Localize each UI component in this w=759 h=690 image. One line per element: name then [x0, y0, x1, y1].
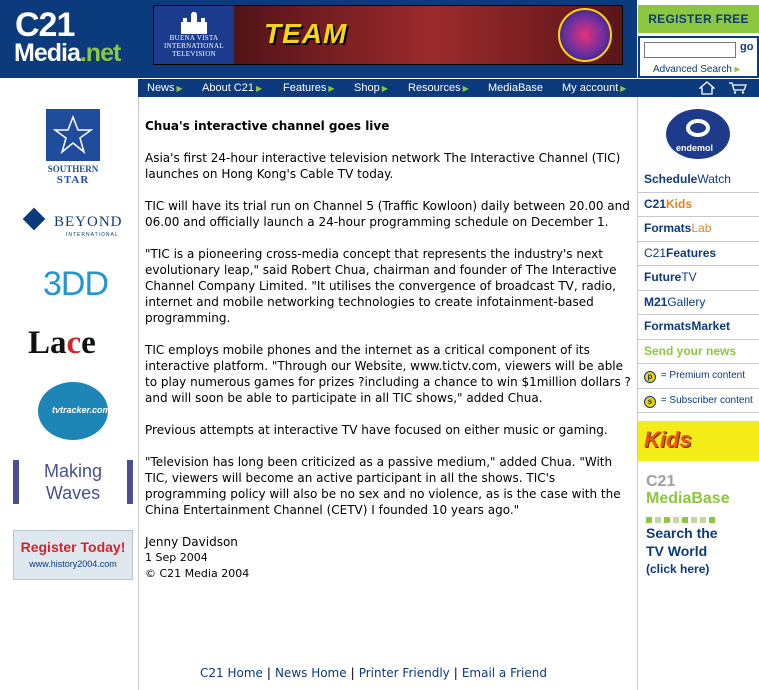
article-copyright: © C21 Media 2004 — [145, 567, 250, 580]
3dd-ad[interactable]: 3DD — [43, 265, 109, 303]
logo-media: Media.net — [14, 39, 121, 67]
arrow-icon: ▶ — [462, 84, 469, 93]
kids-ad[interactable]: Kids — [638, 421, 759, 461]
schedulewatch-link[interactable]: ScheduleWatch — [638, 168, 759, 193]
formatsmarket-link[interactable]: FormatsMarket — [638, 315, 759, 340]
article-paragraph: TIC will have its trial run on Channel 5 (Traffic Kowloon) daily between 20.00 and 06.00 and officially launch a 24-hour programming schedule on December 1. — [145, 199, 630, 229]
futuretv-link[interactable]: FutureTV — [638, 266, 759, 291]
arrow-icon: ▶ — [255, 84, 263, 93]
endemol-ring-icon — [686, 119, 710, 137]
article-paragraph: Asia's first 24-hour interactive television network The Interactive Channel (TIC) launches on Hong Kong's Cable TV today. — [145, 151, 621, 181]
search-box — [638, 36, 759, 78]
arrow-icon: ▶ — [381, 84, 388, 93]
main-nav — [138, 79, 637, 97]
home-icon[interactable] — [699, 81, 715, 95]
nav-icons — [637, 79, 759, 97]
register-today-ad[interactable]: Register Today! www.history2004.com — [13, 530, 133, 580]
printer-friendly-link[interactable]: Printer Friendly — [358, 666, 450, 680]
register-free-button[interactable]: REGISTER FREE — [638, 5, 759, 33]
logo-c21: C21 — [15, 6, 75, 44]
banner-title: TEAM — [264, 18, 348, 49]
lace-ad[interactable]: Lace — [28, 325, 96, 361]
making-waves-ad[interactable]: Making Waves — [13, 460, 133, 504]
article-paragraph: "Television has long been criticized as a passive medium," added Chua. "With TIC, viewers will become an active participant in all the shows. TIC's programming policy will also be no sex and no violence, as is the case with the China Entertainment Channel (CETV) I founded 10 years ago." — [145, 455, 621, 517]
c21features-link[interactable]: C21Features — [638, 242, 759, 267]
castle-icon — [177, 12, 211, 34]
star-icon — [53, 115, 93, 155]
send-news-link[interactable]: Send your news — [638, 340, 759, 365]
article-date: 1 Sep 2004 — [145, 551, 208, 564]
footer-links: C21 Home | News Home | Printer Friendly | Email a Friend — [200, 666, 547, 680]
divider — [138, 97, 139, 690]
arrow-icon: ▶ — [328, 84, 335, 93]
team-banner-ad[interactable] — [153, 5, 623, 65]
premium-icon: p — [644, 371, 656, 383]
c21kids-link[interactable]: C21Kids — [638, 193, 759, 218]
dots-decoration — [646, 510, 756, 518]
nav-features[interactable]: Features ▶ — [283, 82, 335, 94]
article-headline: Chua's interactive channel goes live — [145, 119, 390, 133]
subscriber-icon: s — [644, 396, 656, 408]
mediabase-ad[interactable]: C21 MediaBase Search the TV World (click here) — [646, 473, 756, 578]
cart-icon[interactable] — [729, 82, 747, 94]
article-author: Jenny Davidson — [145, 535, 238, 549]
formatslab-link[interactable]: FormatsLab — [638, 217, 759, 242]
endemol-ad[interactable]: endemol — [666, 109, 730, 159]
nav-news[interactable]: News ▶ — [147, 82, 183, 94]
m21gallery-link[interactable]: M21Gallery — [638, 291, 759, 316]
left-ad-column — [0, 97, 138, 690]
c21-logo[interactable] — [0, 0, 138, 78]
news-home-link[interactable]: News Home — [274, 666, 347, 680]
arrow-icon: ▶ — [620, 84, 627, 93]
premium-legend: p = Premium content — [638, 364, 759, 389]
nav-mediabase[interactable]: MediaBase — [488, 82, 544, 94]
article-paragraph: Previous attempts at interactive TV have focused on either music or gaming. — [145, 423, 608, 437]
c21-home-link[interactable]: C21 Home — [200, 666, 263, 680]
advanced-search-link[interactable]: Advanced Search ▸ — [653, 64, 740, 75]
nav-shop[interactable]: Shop ▶ — [354, 82, 388, 94]
southern-star-ad[interactable]: SOUTHERN STAR — [46, 109, 100, 187]
nav-about[interactable]: About C21 ▶ — [202, 82, 263, 94]
buena-vista-logo: BUENA VISTA INTERNATIONAL TELEVISION — [154, 6, 234, 64]
nav-my-account[interactable]: My account ▶ — [562, 82, 627, 94]
email-friend-link[interactable]: Email a Friend — [461, 666, 547, 680]
arrow-icon: ▸ — [734, 64, 740, 75]
article — [145, 118, 633, 582]
search-input[interactable] — [644, 42, 736, 58]
arrow-icon: ▶ — [176, 84, 183, 93]
right-menu — [638, 168, 759, 413]
diamond-icon — [23, 208, 46, 231]
tvtracker-ad[interactable]: tvtracker.com — [38, 382, 108, 440]
search-go-button[interactable]: go — [740, 41, 754, 53]
article-paragraph: TIC employs mobile phones and the internet as a critical component of its interactive platform. "Through our Website, www.tictv.com, viewers will be able to play numerous games for prizes ?including a chance to win $1million dollars ?and will soon be able to participate in all TIC shows," added Chua. — [145, 343, 631, 405]
banner-badge-icon — [558, 8, 612, 62]
subscriber-legend: s = Subscriber content — [638, 389, 759, 414]
beyond-ad[interactable]: BEYOND INTERNATIONAL — [24, 209, 124, 239]
article-paragraph: "TIC is a pioneering cross-media concept that represents the industry's next evolutionary leap," said Robert Chua, chairman and founder of The Interactive Channel Company Limited. "It utilises the convergence of broadcast TV, radio, internet and mobile networking technologies to create infotainment-based programming. — [145, 247, 617, 325]
right-column — [638, 97, 759, 690]
nav-resources[interactable]: Resources ▶ — [408, 82, 469, 94]
